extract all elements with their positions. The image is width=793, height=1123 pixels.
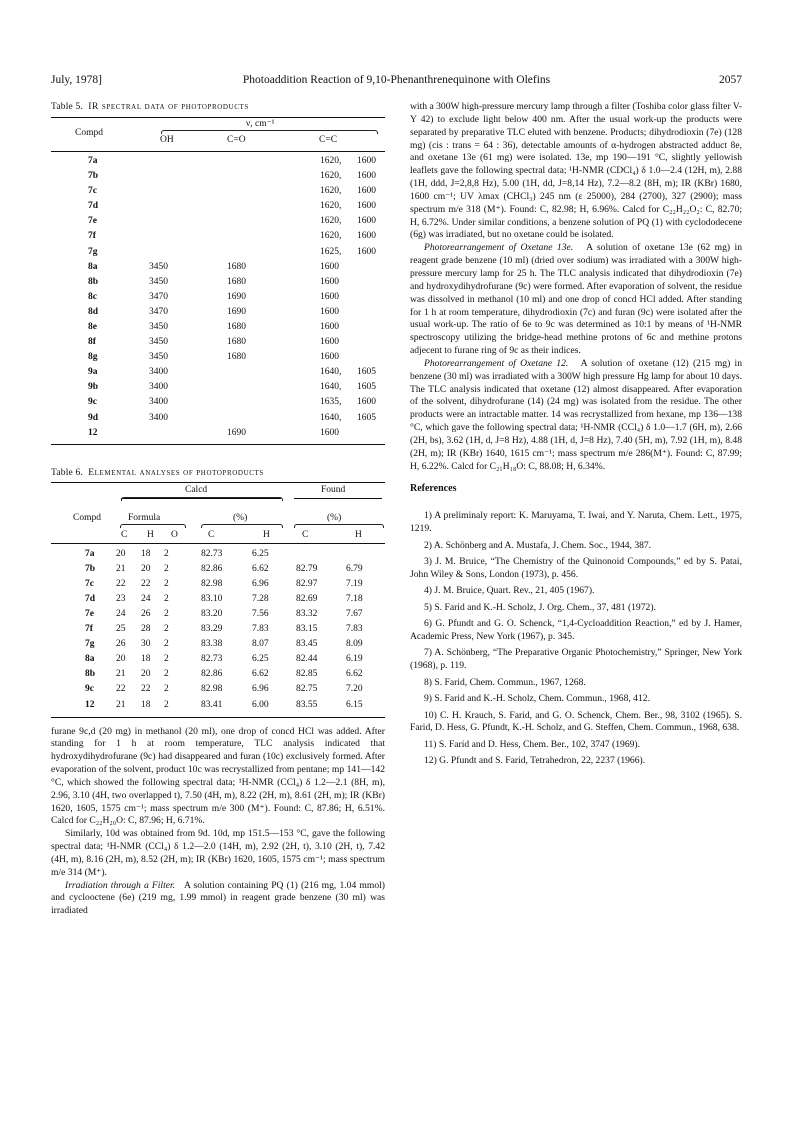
table5-compd: 9c [88,397,97,408]
table5-co-value: 1680 [227,322,246,332]
table6-formula-c-value: 23 [116,593,126,604]
table6-formula-h-value: 24 [141,593,151,604]
table5-cc-value-2 [357,260,385,275]
table6-formula-h-value: 22 [141,684,151,695]
table5-co-value [227,214,320,229]
table6-caption-title: Elemental analyses of photoproducts [88,467,264,478]
table6-compd: 8a [85,654,95,665]
table5-cc-value-2: 1600 [357,231,376,242]
table6-formula-h-value: 20 [141,563,151,574]
table6-calcd-h-value: 7.28 [252,593,269,604]
table5-compd: 7b [88,171,99,182]
table5-compd: 9b [88,382,99,393]
table5-oh-value: 3450 [149,337,168,348]
table6-found-c-value [296,546,346,561]
table5-co-value [227,199,320,214]
table6-calcd-c-value: 83.38 [201,639,223,650]
reference-item: 5) S. Farid and K.-H. Scholz, J. Org. Chem., 37, 481 (1972). [424,601,656,613]
table5-oh-value [149,169,227,184]
table6-compd: 7d [85,593,96,604]
table6-compd: 7c [85,578,94,589]
table5-cc-value-1: 1620, [320,171,342,182]
table6-formula-c-value: 20 [116,548,126,559]
table5-oh-value [149,229,227,244]
table5-cc-value-1: 1600 [320,337,339,348]
table5-compd: 8f [88,337,96,348]
table6-found-h-value: 8.09 [346,639,363,650]
table6-formula-h-value: 28 [141,624,151,635]
table5-cc-value-2: 1605 [357,382,376,393]
table5-cc-value-2: 1600 [357,397,376,408]
table6-row [51,577,376,592]
table6-calcd-c-value: 82.98 [201,684,223,695]
table6-found-rule [294,498,382,499]
table5-body [51,154,385,441]
table5-cc-value-2 [357,305,385,320]
table5-compd: 7g [88,246,98,257]
table5-cc-value-1: 1600 [320,427,339,438]
table5-oh-value: 3470 [149,291,168,302]
table5-row [51,260,385,275]
right-paragraph-1: with a 300W high-pressure mercury lamp through a filter (Toshiba color glass filter V-Y 42) to exclude light below 400 nm. After the usual work-up the products were separated by preparative TLC eluted with benzene. Products; dihydrodioxin (7e) (128 mg) (cis : trans = 64 : 36), detectable amounts of α-hydrogen abstracted adduct 8e, and oxetane 13e (61 mg) were isolated. 13e, mp 190—191 °C, slightly yellowish leaflets gave the following spectral data; ¹H-NMR (CDCl₄) δ 1.0—2.4 (12H, m), 2.88 (1H, ddd, J=2,8,8 Hz), 5.00 (1H, dd, J=8,14 Hz), 7.2—8.2 (8H, m); IR (KBr) 1680, 1600 cm⁻¹; UV λmax (CHCl₃) 245 nm (ε 25000), 284 (2700), 327 (2900); mass spectrum m/e 318 (M⁺). Found: C, 82.98; H, 6.96%. Calcd for C₂₂H₂₂O₂: C, 82.70; H, 6.72%. Under similar conditions, a benzene solution of PQ (1) with cyclododecene (6g) was irradiated, but no oxetane could be isolated. [410,101,742,241]
table6-formula-o-value: 2 [164,684,169,695]
table6-calcd-c-value: 82.73 [201,548,223,559]
table5-cc-value-1: 1600 [320,261,339,272]
table5-compd: 9d [88,412,99,423]
table5-co-value: 1690 [227,427,246,438]
table5-co-value [227,410,320,425]
table6-row [51,637,376,652]
right-column [410,101,742,772]
table6-calcd-c-value: 82.86 [201,563,223,574]
table5-row [51,169,385,184]
table5-compd: 8c [88,291,97,302]
table6-formula-o-value: 2 [164,548,169,559]
table5-row [51,154,385,169]
table5-cc-value-1: 1600 [320,352,339,363]
table5-compd: 7c [88,186,97,197]
table6-calcd-pct-brace [201,524,283,528]
table5-co-value [227,229,320,244]
table6-compd: 7a [85,548,95,559]
table6-found: Found [321,485,346,496]
table6-found-h-value: 6.15 [346,699,363,710]
table5-cc-value-2 [357,275,385,290]
table6-calcd-rule [121,498,281,499]
table5-row [51,214,385,229]
table6-found-c: C [302,530,309,541]
table6-formula-o: O [171,530,178,541]
table6-formula-c-value: 22 [116,578,126,589]
table5-compd: 8b [88,276,99,287]
table5-compd: 8a [88,261,98,272]
table6-found-h: H [355,530,362,541]
table6-formula-o-value: 2 [164,639,169,650]
table6-formula-c-value: 20 [116,654,126,665]
table5-oh-value: 3450 [149,276,168,287]
table5-oh-value: 3450 [149,352,168,363]
table6-compd: 12 [85,699,95,710]
table6-formula-c-value: 25 [116,624,126,635]
table5-oh-value [149,199,227,214]
table6-formula-h-value: 18 [141,699,151,710]
table5-compd: 7a [88,155,98,166]
table5-cc-value-2: 1600 [357,186,376,197]
table6-formula-o-value: 2 [164,654,169,665]
table6-body [51,546,376,712]
table6-compd: 7g [85,639,95,650]
table5-co-value: 1690 [227,306,246,317]
table6-formula-c-value: 22 [116,684,126,695]
reference-item: 11) S. Farid and D. Hess, Chem. Ber., 102, 3747 (1969). [424,738,641,750]
table6-found-c-value: 82.85 [296,669,318,680]
table6-found-h-value: 6.19 [346,654,363,665]
table6-calcd-c-value: 83.29 [201,624,223,635]
reference-item: 3) J. M. Bruice, “The Chemistry of the Quinonoid Compounds,” ed by S. Patai, John Wiley & Sons, London (1973), p. 456. [410,556,742,580]
table5-col-co: C=O [227,134,246,145]
table5-header [51,118,385,148]
table5-col-oh: OH [160,134,174,145]
table5-oh-value: 3470 [149,306,168,317]
table6-formula-brace [120,524,186,528]
table5-col-compd: Compd [75,127,103,138]
table5-row [51,395,385,410]
table5-co-value [227,169,320,184]
table5-row [51,320,385,335]
table6-found-pct-brace [294,524,384,528]
left-paragraph-3-text: A solution containing PQ (1) (216 mg, 1.04 mmol) and cyclooctene (6e) (219 mg, 1.99 mmol) in reagent grade benzene (30 ml) was irradiated [51,879,385,917]
table6-formula-o-value: 2 [164,578,169,589]
table5-co-value: 1690 [227,291,246,302]
reference-item: 9) S. Farid and K.-H. Scholz, Chem. Commun., 1968, 412. [424,693,650,705]
table5-row [51,350,385,365]
left-paragraph-3 [51,880,385,919]
table5-oh-value [149,184,227,199]
table5-cc-value-2: 1600 [357,171,376,182]
table5-compd: 8d [88,306,99,317]
table5-cc-value-1: 1600 [320,322,339,332]
table6-header [51,483,385,543]
table5-row [51,305,385,320]
table6-formula-c-value: 24 [116,608,126,619]
table6-formula-o-value: 2 [164,563,169,574]
table6-row [51,697,376,712]
table6-calcd-c-value: 83.41 [201,699,223,710]
table5-oh-value: 3450 [149,261,168,272]
table5-cc-value-1: 1635, [320,397,342,408]
table6-found-h-value: 7.18 [346,593,363,604]
table6-found-c-value: 82.97 [296,578,318,589]
table5-compd: 7e [88,216,97,227]
table6-compd: 7f [85,624,93,635]
reference-item: 6) G. Pfundt and G. O. Schenck, “1,4-Cycloaddition Reaction,” ed by J. Hamer, Academic Press, New York (1967), p. 345. [410,618,742,643]
table6-found-c-value: 82.69 [296,593,318,604]
table6-compd: 7e [85,608,94,619]
table6-formula-h-value: 26 [141,608,151,619]
table5-co-value [227,380,320,395]
reference-item: 8) S. Farid, Chem. Commun., 1967, 1268. [424,676,586,688]
table5-row [51,199,385,214]
table6-compd: 9c [85,684,94,695]
table6-found-c-value: 83.15 [296,624,318,635]
table5-compd: 9a [88,367,98,378]
table6-calcd-h-value: 6.25 [252,548,269,559]
table5-col-cc: C=C [319,134,338,145]
table5-oh-value: 3450 [149,322,168,332]
page-number: 2057 [719,74,742,86]
reference-item: 12) G. Pfundt and S. Farid, Tetrahedron, 22, 2237 (1966). [424,755,646,767]
table5-cc-value-1: 1620, [320,216,342,227]
table6-found-h-value: 7.67 [346,608,363,619]
table6-formula-o-value: 2 [164,593,169,604]
table6-row [51,592,376,607]
table5-row [51,410,385,425]
table6-found-c-value: 83.55 [296,699,318,710]
table5-header-rule [51,151,385,152]
table6-calcd: Calcd [185,485,208,496]
left-column [51,101,385,918]
table6-formula-c-value: 21 [116,699,126,710]
table5-oh-value [149,214,227,229]
running-header [51,74,742,88]
table6-formula-c-value: 21 [116,669,126,680]
table5-caption [51,101,385,114]
right-paragraph-2-text: A solution of oxetane 13e (62 mg) in reagent grade benzene (10 ml) (dried over sodium) was irradiated with a 300W high-pressure mercury lamp for 25 h. The TLC analysis indicated that dihydrodioxin (7e) and hydroxydihydrofurane (9c) were formed. After evaporation of solvent, the residue was dissolved in methanol (10 ml) and one drop of concd HCl added. After standing for 1 h at room temperature, dihydrodioxin (7c) and furan (9c) were isolated after the usual work-up. The ratio of 6e to 9c was determined as 10:1 by means of ¹H-NMR spectroscopy utilizing the bridge-head methine protons of 6c and methine protons adjecent to furane ring of 9c as their indices. [410,242,743,357]
references-heading: References [410,483,457,495]
right-paragraph-2-heading: Photorearrangement of Oxetane 13e. [424,242,574,254]
table6-calcd-c-value: 82.86 [201,669,223,680]
table6-calcd-c: C [208,530,215,541]
table5-oh-value [149,244,227,259]
table5-co-value [227,184,320,199]
references-list [410,510,742,768]
table5-row [51,229,385,244]
table6-calcd-h-value: 8.07 [252,639,269,650]
table6-calcd-c-value: 82.98 [201,578,223,589]
table6-calcd-h-value: 6.62 [252,669,269,680]
table5-cc-value-1: 1600 [320,306,339,317]
table6-formula-c: C [121,530,128,541]
table5-caption-title: IR spectral data of photoproducts [88,102,249,112]
table6-caption-number: Table 6. [51,467,84,478]
reference-item: 10) C. H. Krauch, S. Farid, and G. O. Schenck, Chem. Ber., 98, 3102 (1965). S. Farid, D. Hess, G. Pfundt, K.-H. Scholz, and G. Steffen, Chem. Commun., 1968, 638. [410,709,742,734]
table6-calcd-c-value: 82.73 [201,654,223,665]
table5-row [51,365,385,380]
table5-cc-value-2: 1600 [357,216,376,227]
table6-bottom-rule [51,717,385,718]
table6-caption [51,467,385,480]
table5-row [51,244,385,259]
table6-col-compd: Compd [73,513,101,524]
table6-calcd-pct: (%) [233,513,248,524]
table6-calcd-h: H [263,530,270,541]
table5-row [51,184,385,199]
table5-compd: 8g [88,352,98,363]
table5-row [51,275,385,290]
table6-found-pct: (%) [327,513,342,524]
table5-oh-value: 3400 [149,412,168,423]
table5-oh-value [149,426,227,441]
reference-item: 2) A. Schönberg and A. Mustafa, J. Chem. Soc., 1944, 387. [424,539,652,551]
table5-cc-value-1: 1620, [320,155,342,166]
table6-found-h-value [346,546,376,561]
header-journal-date: July, 1978] [51,74,103,86]
table6-row [51,667,376,682]
table5-co-value: 1680 [227,352,246,363]
table6-row [51,546,376,561]
table5-oh-value [149,154,227,169]
table5-cc-value-2: 1600 [357,201,376,212]
header-title: Photoaddition Reaction of 9,10-Phenanthrenequinone with Olefins [242,74,551,86]
table5-co-value [227,365,320,380]
right-paragraph-2 [410,242,742,358]
table6-row [51,652,376,667]
table6-formula-h-value: 30 [141,639,151,650]
table5-cc-value-1: 1600 [320,291,339,302]
table5-unit: ν, cm⁻¹ [246,118,275,129]
reference-item: 7) A. Schönberg, “The Preparative Organic Photochemistry,” Springer, New York (1968), p. 119. [410,647,742,672]
table5-cc-value-2 [357,320,385,335]
table5-cc-value-1: 1620, [320,186,342,197]
table5-co-value [227,244,320,259]
table6-calcd-h-value: 7.83 [252,624,269,635]
table5-oh-value: 3400 [149,397,168,408]
table5-cc-value-1: 1625, [320,246,342,257]
table6-formula-h-value: 20 [141,669,151,680]
table6-compd: 7b [85,563,96,574]
table5-cc-value-2 [357,290,385,305]
table5-compd: 7f [88,231,96,242]
table5-row [51,426,385,441]
table6-calcd-h-value: 6.00 [252,699,269,710]
table6-compd: 8b [85,669,96,680]
table5-caption-number: Table 5. [51,102,84,112]
table6-header-rule [51,543,385,544]
left-paragraph-1: furane 9c,d (20 mg) in methanol (20 ml), one drop of concd HCl was added. After standing for 1 h at room temperature, TLC analysis indicated that hydroxydihydrofurane (9c) had disappeared and furan (10c) exclusively formed. After evaporation of the solvent, product 10c was recrystallized from pentane; mp 141—142 °C, which showed the following spectral data; ¹H-NMR (CCl₄) δ 1.2—2.1 (8H, m), 2.96, 3.10 (4H, two overlapped t), 7.50 (4H, m), 8.22 (2H, m), 8.61 (2H, m); IR (KBr) 1620, 1605, 1575 cm⁻¹; mass spectrum m/e 300 (M⁺). Found: C, 87.86; H, 6.51%. Calcd for C₂₂H₂₀O: C, 87.96; H, 6.71%. [51,725,385,827]
right-paragraph-3-text: A solution of oxetane (12) (215 mg) in benzene (30 ml) was irradiated with a 300W high pressure Hg lamp for about 10 days. The TLC analysis indicated that oxetane (12) almost disappeared. After evaporation of the solvent, dihydrofurane (14) (24 mg) was isolated from the residue. The other products were an intractable matter. 14 was recrystallized from hexane, mp 136—138 °C, which gave the following spectral data; ¹H-NMR (CCl₄) δ 1.0—1.7 (6H, m), 2.66 (2H, bs), 3.62 (1H, d, J=8 Hz), 4.88 (1H, d, J=8 Hz), 7.40 (5H, m), 7.92 (1H, m), 8.48 (2H, m); IR (KBr) 1640, 1615 cm⁻¹; mass spectrum m/e 286(M⁺). Found: C, 87.99; H, 6.22%. Calcd for C₂₁H₁₈O: C, 88.08; H, 6.34%. [410,357,742,472]
reference-item: 1) A preliminaly report: K. Maruyama, T. Iwai, and Y. Naruta, Chem. Lett., 1975, 1219. [410,510,742,535]
table5-oh-value: 3400 [149,367,168,378]
table6-calcd-h-value: 6.62 [252,563,269,574]
table5-co-value: 1680 [227,261,246,272]
table5-compd: 8e [88,322,97,332]
table5-cc-value-2 [357,350,385,365]
table6-formula-h-value: 22 [141,578,151,589]
table5-row [51,335,385,350]
table6-formula-c-value: 26 [116,639,126,650]
table6-row [51,682,376,697]
table6-row [51,607,376,622]
table6-formula-h-value: 18 [141,654,151,665]
table6-formula-o-value: 2 [164,699,169,710]
table5-cc-value-2 [357,335,385,350]
reference-item: 4) J. M. Bruice, Quart. Rev., 21, 405 (1967). [424,585,595,597]
table6-found-c-value: 82.79 [296,563,318,574]
table5-cc-value-2: 1600 [357,246,376,257]
table6-formula-h-value: 18 [141,548,151,559]
table6-row [51,622,376,637]
table6-formula-c-value: 21 [116,563,126,574]
table5-cc-value-1: 1620, [320,231,342,242]
left-paragraph-2: Similarly, 10d was obtained from 9d. 10d, mp 151.5—153 °C, gave the following spectral data; ¹H-NMR (CCl₄) δ 1.2—2.0 (14H, m), 2.92 (2H, t), 3.10 (2H, t), 7.42 (4H, m), 8.16 (2H, m), 8.52 (2H, m); IR (KBr) 1620, 1605, 1575 cm⁻¹; mass spectrum m/e 314 (M⁺). [51,828,385,878]
table6-calcd-c-value: 83.20 [201,608,223,619]
table6-formula-o-value: 2 [164,669,169,680]
table5-row [51,380,385,395]
table6-calcd-h-value: 6.96 [252,578,269,589]
right-paragraph-3 [410,358,742,474]
table6-formula-o-value: 2 [164,624,169,635]
table6-calcd-h-value: 7.56 [252,608,269,619]
table5-cc-value-2: 1600 [357,155,376,166]
table5-cc-value-1: 1600 [320,276,339,287]
table6-found-h-value: 6.62 [346,669,363,680]
table5-row [51,290,385,305]
table6-formula-o-value: 2 [164,608,169,619]
table5-co-value [227,395,320,410]
table6-found-c-value: 83.32 [296,608,318,619]
table6-found-h-value: 7.19 [346,578,363,589]
table6-found-h-value: 7.20 [346,684,363,695]
table6-calcd-c-value: 83.10 [201,593,223,604]
table5-cc-value-1: 1640, [320,412,342,423]
table6-found-c-value: 83.45 [296,639,318,650]
table5-cc-value-1: 1640, [320,382,342,393]
table6-found-c-value: 82.44 [296,654,318,665]
table6-found-h-value: 7.83 [346,624,363,635]
table5-cc-value-2: 1605 [357,367,376,378]
table6-formula: Formula [128,513,161,524]
table6-found-c-value: 82.75 [296,684,318,695]
table5-co-value: 1680 [227,337,246,348]
table6-found-h-value: 6.79 [346,563,363,574]
table5-cc-value-2 [357,426,385,441]
table5-cc-value-1: 1620, [320,201,342,212]
table5-unit-brace [161,130,378,134]
table6-formula-h: H [147,530,154,541]
table5-co-value: 1680 [227,276,246,287]
table6-row [51,562,376,577]
table5-cc-value-2: 1605 [357,412,376,423]
table5-co-value [227,154,320,169]
table5-compd: 12 [88,427,98,438]
table6-calcd-h-value: 6.96 [252,684,269,695]
right-paragraph-3-heading: Photorearrangement of Oxetane 12. [424,357,569,369]
left-paragraph-3-heading: Irradiation through a Filter. [65,879,176,891]
table5-compd: 7d [88,201,99,212]
table5-cc-value-1: 1640, [320,367,342,378]
table5-bottom-rule [51,444,385,445]
table6-calcd-h-value: 6.25 [252,654,269,665]
table5-oh-value: 3400 [149,382,168,393]
